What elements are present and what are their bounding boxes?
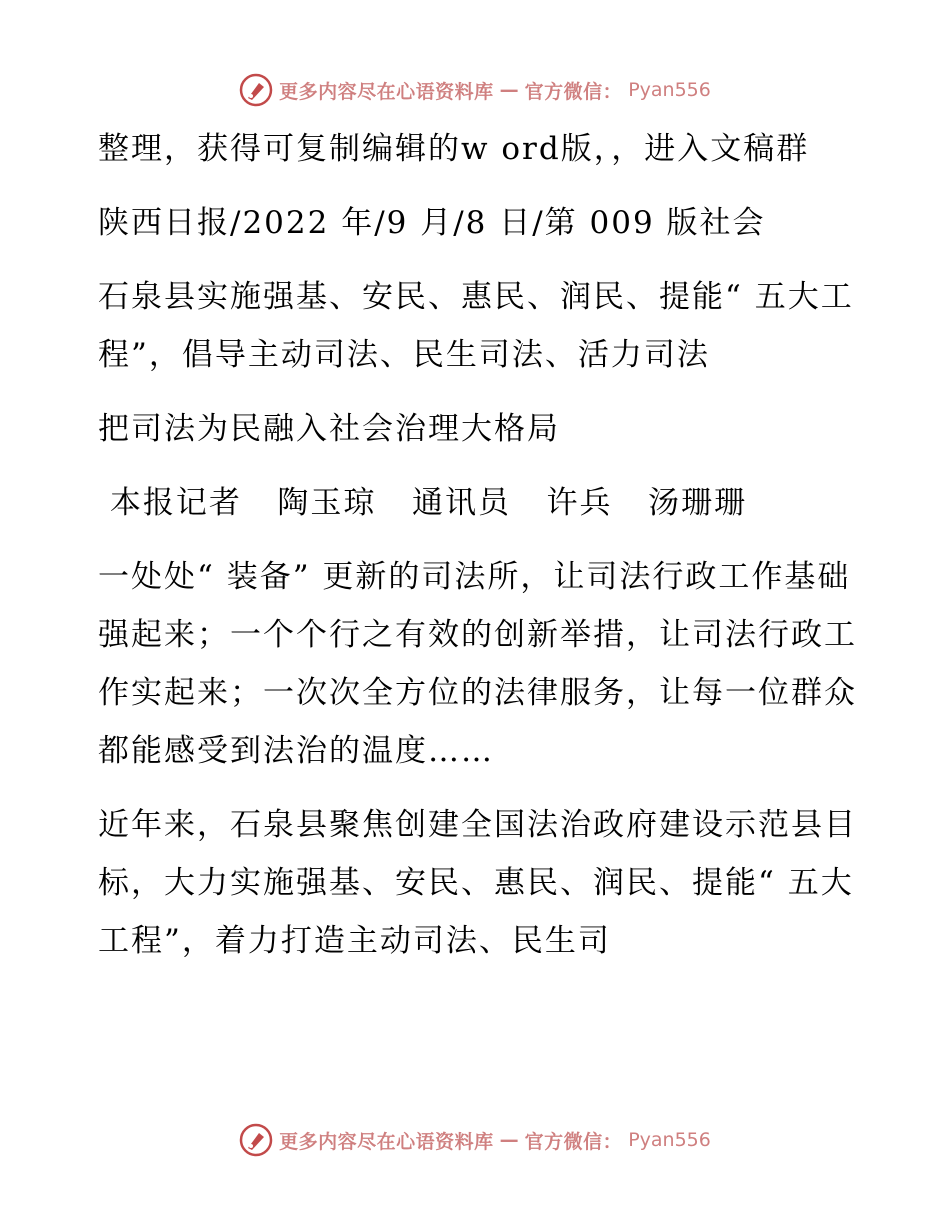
watermark-account-id: Pyan556 xyxy=(628,1129,711,1151)
source-line: 陕西日报/2022 年/9 月/8 日/第 009 版社会 xyxy=(98,205,766,241)
watermark-separator: — xyxy=(499,79,519,101)
pen-nib-logo-icon xyxy=(239,73,273,107)
subheadline: 把司法为民融入社会治理大格局 xyxy=(98,411,560,447)
footer-watermark xyxy=(0,1122,950,1158)
intro-paragraph: 整理，获得可复制编辑的w ord版，，进入文稿群 xyxy=(98,131,810,167)
watermark-main-text: 更多内容尽在心语资料库 xyxy=(279,80,494,103)
headline: 石泉县实施强基、安民、惠民、润民、提能“ 五大工程”，倡导主动司法、民生司法、活力司法 xyxy=(98,279,854,373)
pen-nib-logo-icon xyxy=(239,1123,273,1157)
body-paragraph-2: 近年来，石泉县聚焦创建全国法治政府建设示范县目标，大力实施强基、安民、惠民、润民、提能“ 五大工程”，着力打造主动司法、民生司 xyxy=(98,807,857,959)
watermark-account-id: Pyan556 xyxy=(628,79,711,101)
header-watermark xyxy=(0,72,950,108)
watermark-account-label: 官方微信： xyxy=(524,1130,623,1153)
watermark-account-label: 官方微信： xyxy=(524,80,623,103)
byline: 本报记者 陶玉琼 通讯员 许兵 汤珊珊 xyxy=(98,485,748,521)
watermark-separator: — xyxy=(499,1129,519,1151)
body-paragraph-1: 一处处“ 装备” 更新的司法所，让司法行政工作基础强起来；一个个行之有效的创新举措，让司法行政工作实起来；一次次全方位的法律服务，让每一位群众都能感受到法治的温度…… xyxy=(98,559,857,769)
watermark-main-text: 更多内容尽在心语资料库 xyxy=(279,1130,494,1153)
document-body xyxy=(98,120,858,986)
